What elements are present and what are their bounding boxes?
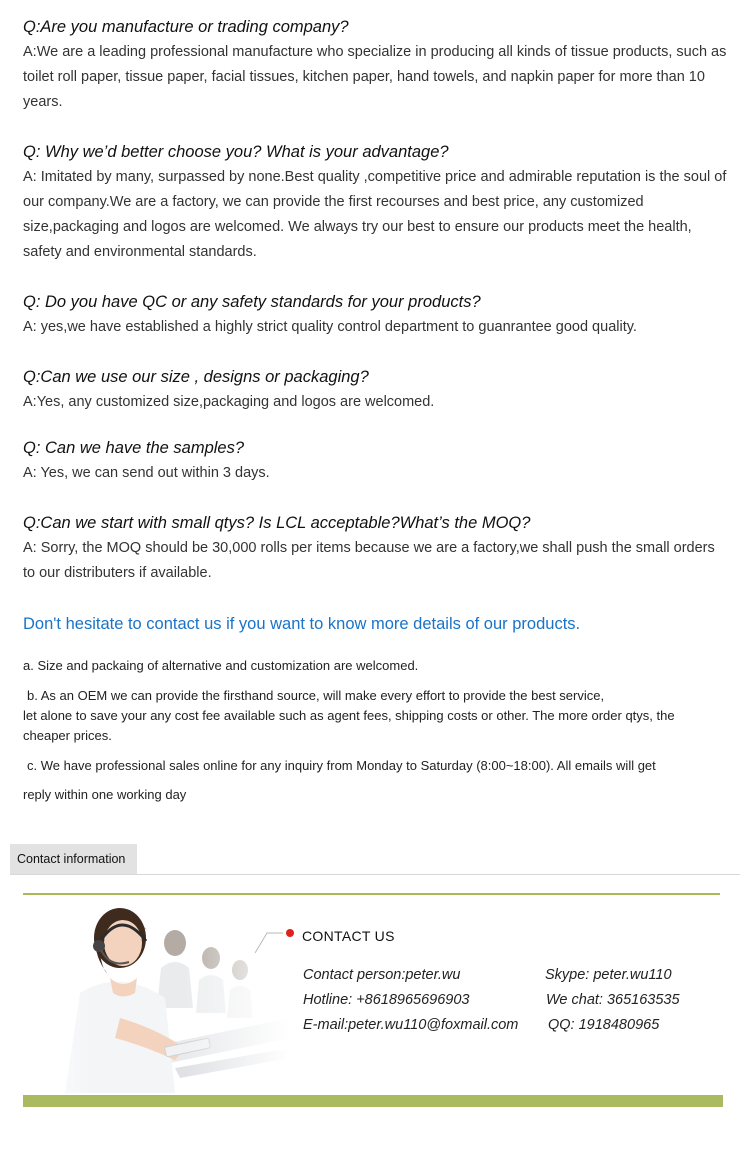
faq-item-2 [23,142,728,265]
faq-item-5 [23,438,728,486]
faq-item-1 [23,17,728,115]
note-b-cont: let alone to save your any cost fee available such as agent fees, shipping costs or other. The more order qtys, the cheaper prices. [23,708,675,743]
red-dot-icon [286,929,294,937]
faq-answer: A: Imitated by many, surpassed by none.Best quality ,competitive price and admirable reputation is the soul of our company.We are a factory, we can provide the first recourses and best price, any customized size,packaging and logos are welcomed. We always try our best to ensure our products meet the health, safety and environmental standards. [23,169,727,260]
tab-contact-information[interactable]: Contact information [10,844,137,874]
faq-item-6 [23,513,728,586]
faq-item-3 [23,292,728,340]
note-b [23,686,723,746]
divider [10,874,740,875]
call-center-photo [25,898,290,1093]
faq-question: Q:Can we start with small qtys? Is LCL acceptable?What’s the MOQ? [23,514,531,532]
faq-question: Q: Do you have QC or any safety standards for your products? [23,293,481,311]
contact-notice: Don't hesitate to contact us if you want to know more details of our products. [23,615,581,633]
faq-answer: A:We are a leading professional manufacture who specialize in producing all kinds of tissue products, such as toilet roll paper, tissue paper, facial tissues, kitchen paper, hand towels, and napkin paper for more than 10 years. [23,44,727,110]
faq-question: Q:Are you manufacture or trading company? [23,18,349,36]
note-a: a. Size and packaing of alternative and customization are welcomed. [23,658,419,673]
faq-answer: A:Yes, any customized size,packaging and logos are welcomed. [23,394,435,410]
note-c-cont: reply within one working day [23,787,187,802]
contact-hotline: Hotline: +8618965696903 [303,992,470,1008]
note-c: c. We have professional sales online for any inquiry from Monday to Saturday (8:00~18:00). All emails will get [27,758,656,773]
contact-wechat: We chat: 365163535 [546,992,680,1008]
contact-email[interactable]: E-mail:peter.wu110@foxmail.com [303,1017,519,1033]
faq-answer: A: yes,we have established a highly strict quality control department to guanrantee good quality. [23,319,637,335]
contact-person: Contact person:peter.wu [303,967,461,983]
contact-skype: Skype: peter.wu110 [545,967,672,983]
faq-answer: A: Sorry, the MOQ should be 30,000 rolls per items because we are a factory,we shall push the small orders to our distributers if available. [23,540,715,581]
green-bar-bottom [23,1095,723,1107]
faq-question: Q:Can we use our size , designs or packaging? [23,368,369,386]
faq-answer: A: Yes, we can send out within 3 days. [23,465,270,481]
faq-question: Q: Why we’d better choose you? What is your advantage? [23,143,449,161]
callout-pointer [255,925,295,955]
note-b-line: b. As an OEM we can provide the firsthand source, will make every effort to provide the best service, [27,688,605,703]
contact-us-title: CONTACT US [302,928,395,944]
green-rule-top [23,893,720,895]
contact-qq: QQ: 1918480965 [548,1017,660,1033]
faq-question: Q: Can we have the samples? [23,439,245,457]
faq-item-4 [23,367,728,415]
